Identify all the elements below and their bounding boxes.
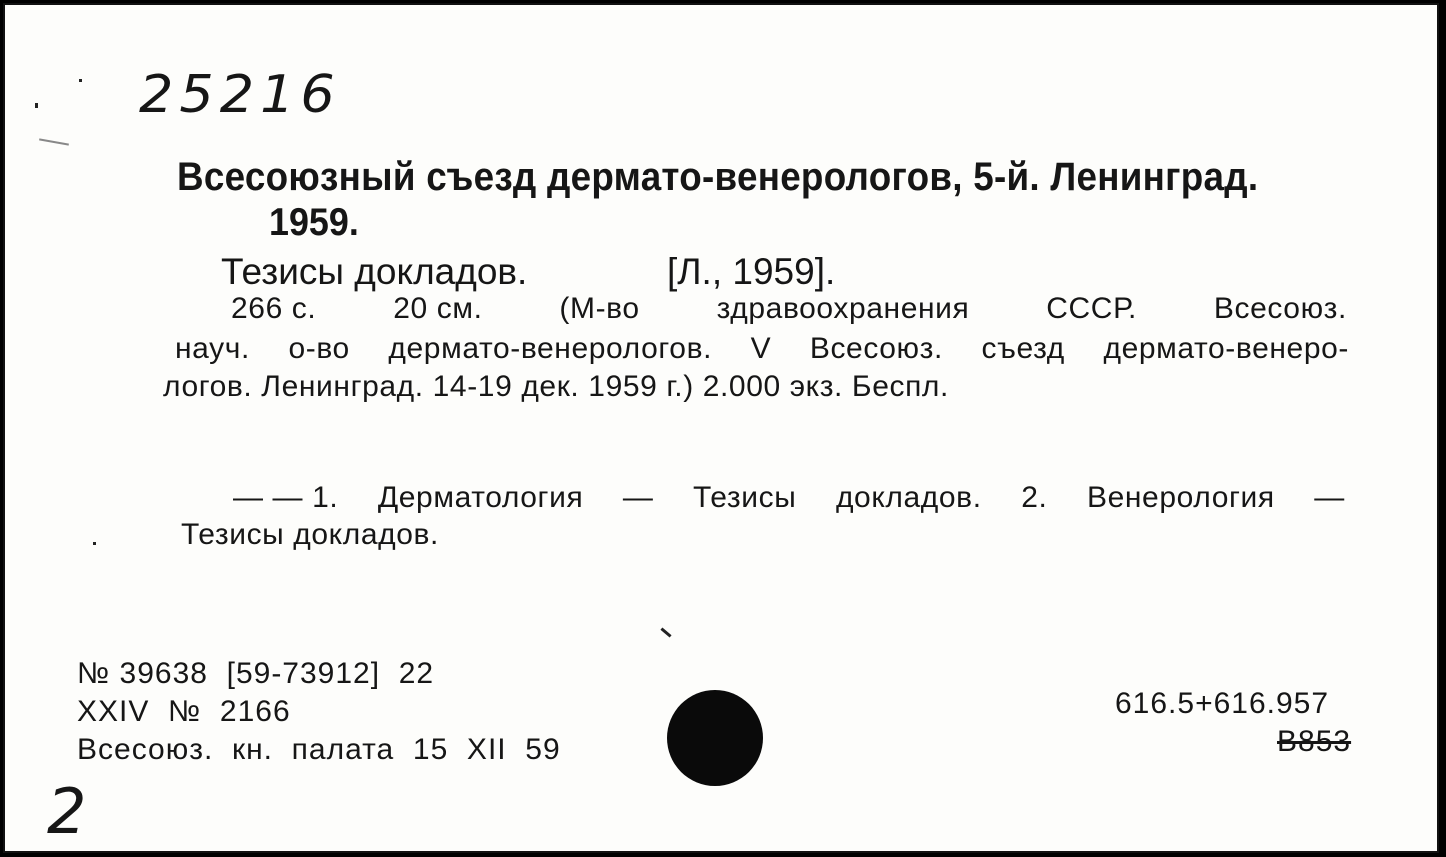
- desc-word: дермато-венерологов.: [388, 332, 713, 365]
- speck: [39, 138, 69, 145]
- subjects-line-2: Тезисы докладов.: [181, 518, 439, 551]
- speck: [660, 627, 671, 637]
- catalog-card: [3, 3, 1439, 853]
- subjects-line-1: [233, 481, 1345, 515]
- handwritten-mark: 2: [47, 775, 87, 848]
- desc-word: СССР.: [1046, 292, 1137, 325]
- desc-word: (М-во: [559, 292, 640, 325]
- registry-line-3: Всесоюз. кн. палата 15 XII 59: [77, 733, 561, 766]
- subject-word: 2.: [1021, 481, 1048, 514]
- desc-word: 266 с.: [231, 292, 317, 325]
- title-line-1: Всесоюзный съезд дермато-венерологов, 5-й. Ленинград.: [177, 155, 1259, 199]
- desc-word: дермато-венеро-: [1103, 332, 1349, 365]
- subject-word: Тезисы: [693, 481, 797, 514]
- speck: [79, 79, 82, 82]
- desc-word: науч.: [175, 332, 250, 365]
- desc-word: V: [750, 332, 772, 365]
- subject-word: докладов.: [835, 481, 982, 514]
- registry-line-1: № 39638 [59-73912] 22: [77, 657, 435, 690]
- description-line-1: [231, 292, 1347, 326]
- subtitle: Тезисы докладов.: [221, 251, 528, 292]
- imprint: [Л., 1959].: [667, 251, 836, 292]
- subject-word: Дерматология: [377, 481, 584, 514]
- speck: [35, 103, 38, 108]
- speck: [93, 542, 96, 545]
- description-line-2: [175, 332, 1349, 366]
- desc-word: о-во: [288, 332, 350, 365]
- call-number: В853: [1277, 725, 1352, 758]
- subject-word: —: [622, 481, 654, 514]
- title-line-2: 1959.: [269, 201, 359, 244]
- description-line-3: логов. Ленинград. 14-19 дек. 1959 г.) 2.000 экз. Беспл.: [163, 370, 949, 403]
- desc-word: съезд: [981, 332, 1065, 365]
- classification: 616.5+616.957: [1115, 687, 1330, 720]
- desc-word: 20 см.: [393, 292, 483, 325]
- subject-word: Венерология: [1087, 481, 1275, 514]
- registry-line-2: XXIV № 2166: [77, 695, 291, 728]
- desc-word: Всесоюз.: [1213, 292, 1347, 325]
- desc-word: Всесоюз.: [809, 332, 943, 365]
- punch-hole: [667, 690, 763, 786]
- subject-word: — — 1.: [233, 481, 339, 514]
- subject-word: —: [1314, 481, 1345, 514]
- desc-word: здравоохранения: [716, 292, 970, 325]
- handwritten-number: 25216: [139, 64, 341, 125]
